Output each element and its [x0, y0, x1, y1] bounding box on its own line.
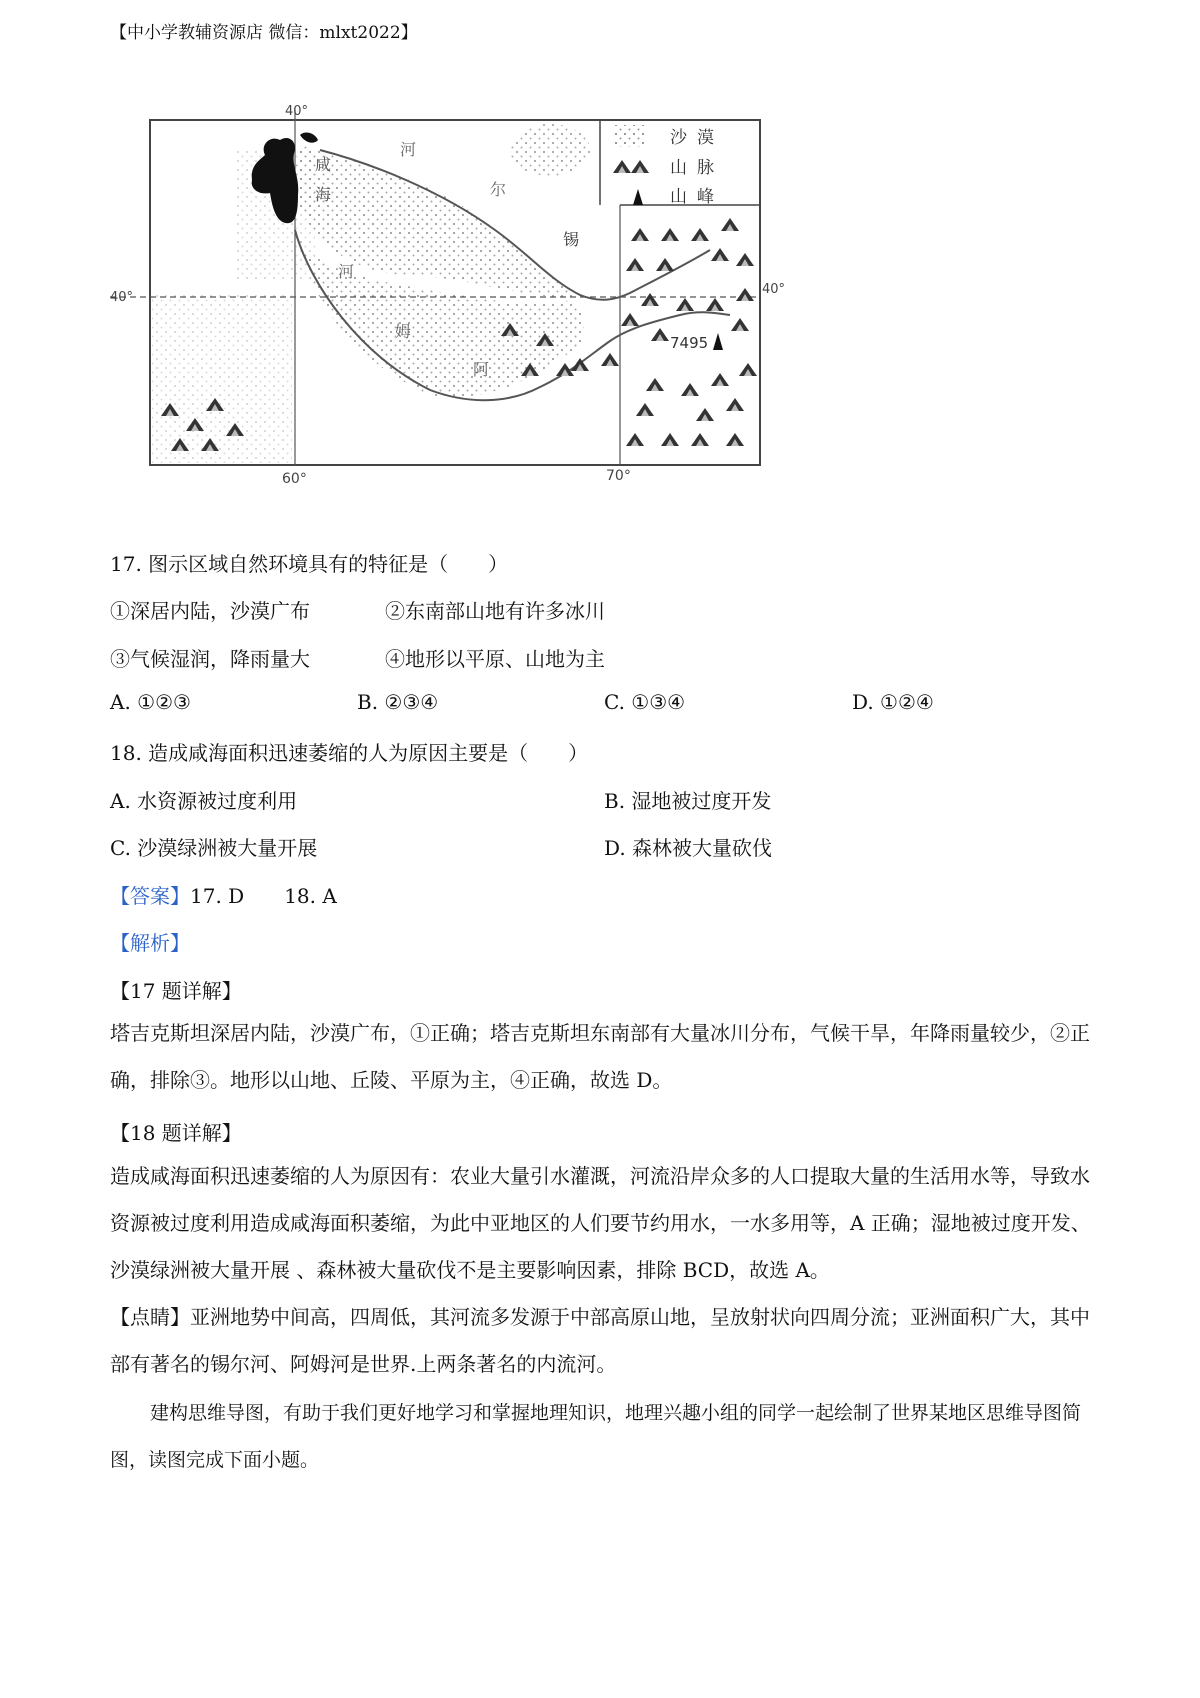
legend-peak-label: 山峰	[670, 187, 724, 207]
legend-dots-swatch	[615, 125, 645, 147]
lat-label-right: 40°	[762, 282, 786, 297]
q17-statement-1: ①深居内陆，沙漠广布	[110, 599, 310, 623]
tip-paragraph	[110, 1294, 1100, 1388]
west-dotted-area	[152, 295, 292, 463]
answer-text: 17. D 18. A	[190, 884, 337, 908]
detail-18-text: 造成咸海面积迅速萎缩的人为原因有：农业大量引水灌溉，河流沿岸众多的人口提取大量的生活用水等，导致水资源被过度利用造成咸海面积萎缩，为此中亚地区的人们要节约用水，一水多用等，A 正确；湿地被过度开发、 沙漠绿洲被大量开展 、森林被大量砍伐不是主要影响因素，排除 BCD，故选 A。	[110, 1164, 1091, 1282]
lat-label-left: 40°	[110, 290, 134, 305]
q18-option-c: C. 沙漠绿洲被大量开展	[110, 836, 318, 860]
lat-label-top: 40°	[285, 105, 309, 119]
detail-17-text: 塔吉克斯坦深居内陆，沙漠广布，①正确；塔吉克斯坦东南部有大量冰川分布，气候干旱，年降雨量较少，②正确，排除③。地形以山地、丘陵、平原为主，④正确，故选 D。	[110, 1021, 1090, 1092]
detail-17-body	[110, 1010, 1100, 1104]
tip-body: 亚洲地势中间高，四周低，其河流多发源于中部高原山地，呈放射状向四周分流；亚洲面积广大，其中部有著名的锡尔河、阿姆河是世界.上两条著名的内流河。	[110, 1305, 1090, 1376]
lon-label-70: 70°	[606, 468, 631, 484]
q17-statement-3: ③气候湿润，降雨量大	[110, 647, 310, 671]
map-legend	[613, 125, 724, 207]
peak-symbol	[713, 333, 723, 350]
lon-label-60: 60°	[282, 471, 307, 487]
central-asia-map	[110, 105, 840, 525]
q17-option-c: C. ①③④	[604, 690, 686, 714]
q18-option-b: B. 湿地被过度开发	[604, 789, 772, 813]
q18-option-d: D. 森林被大量砍伐	[604, 836, 773, 860]
legend-desert-label: 沙漠	[670, 128, 724, 148]
intro-text: 建构思维导图，有助于我们更好地学习和掌握地理知识，地理兴趣小组的同学一起绘制了世界某地区思维导图简图，读图完成下面小题。	[110, 1402, 1082, 1471]
q17-option-d: D. ①②④	[852, 690, 934, 714]
aral-sea-islet	[300, 133, 318, 143]
legend-mountain-label: 山脉	[670, 158, 724, 178]
answer-tag: 【答案】	[110, 884, 190, 908]
q18-stem: 18. 造成咸海面积迅速萎缩的人为原因主要是（ ）	[110, 741, 589, 765]
amu-label-1: 河	[338, 262, 355, 281]
q17-option-a: A. ①②③	[110, 690, 191, 714]
aral-label-1: 咸	[315, 155, 332, 174]
watermark-header: 【中小学教辅资源店 微信：mlxt2022】	[110, 23, 418, 43]
analysis-tag: 【解析】	[110, 931, 190, 955]
q17-statement-4: ④地形以平原、山地为主	[385, 647, 605, 671]
q17-stem: 17. 图示区域自然环境具有的特征是（ ）	[110, 552, 509, 576]
answer-line	[110, 880, 337, 909]
northeast-desert	[510, 124, 590, 176]
detail-17-title: 【17 题详解】	[110, 979, 242, 1003]
amu-label-3: 阿	[473, 360, 490, 379]
q18-option-a: A. 水资源被过度利用	[110, 789, 298, 813]
aral-label-2: 海	[315, 185, 332, 204]
syr-label-2: 尔	[490, 180, 507, 199]
syr-label-3: 锡	[563, 230, 580, 249]
tip-tag: 【点睛】	[110, 1305, 190, 1329]
legend-peak-swatch	[633, 189, 643, 205]
detail-18-body	[110, 1153, 1100, 1294]
q17-statement-2: ②东南部山地有许多冰川	[385, 599, 605, 623]
peak-elevation: 7495	[670, 334, 709, 352]
syr-label-1: 河	[400, 140, 417, 159]
tip-text	[110, 1294, 1100, 1388]
q17-option-b: B. ②③④	[357, 690, 439, 714]
intro-paragraph	[110, 1390, 1100, 1484]
amu-label-2: 姆	[395, 322, 412, 341]
detail-18-title: 【18 题详解】	[110, 1121, 242, 1145]
